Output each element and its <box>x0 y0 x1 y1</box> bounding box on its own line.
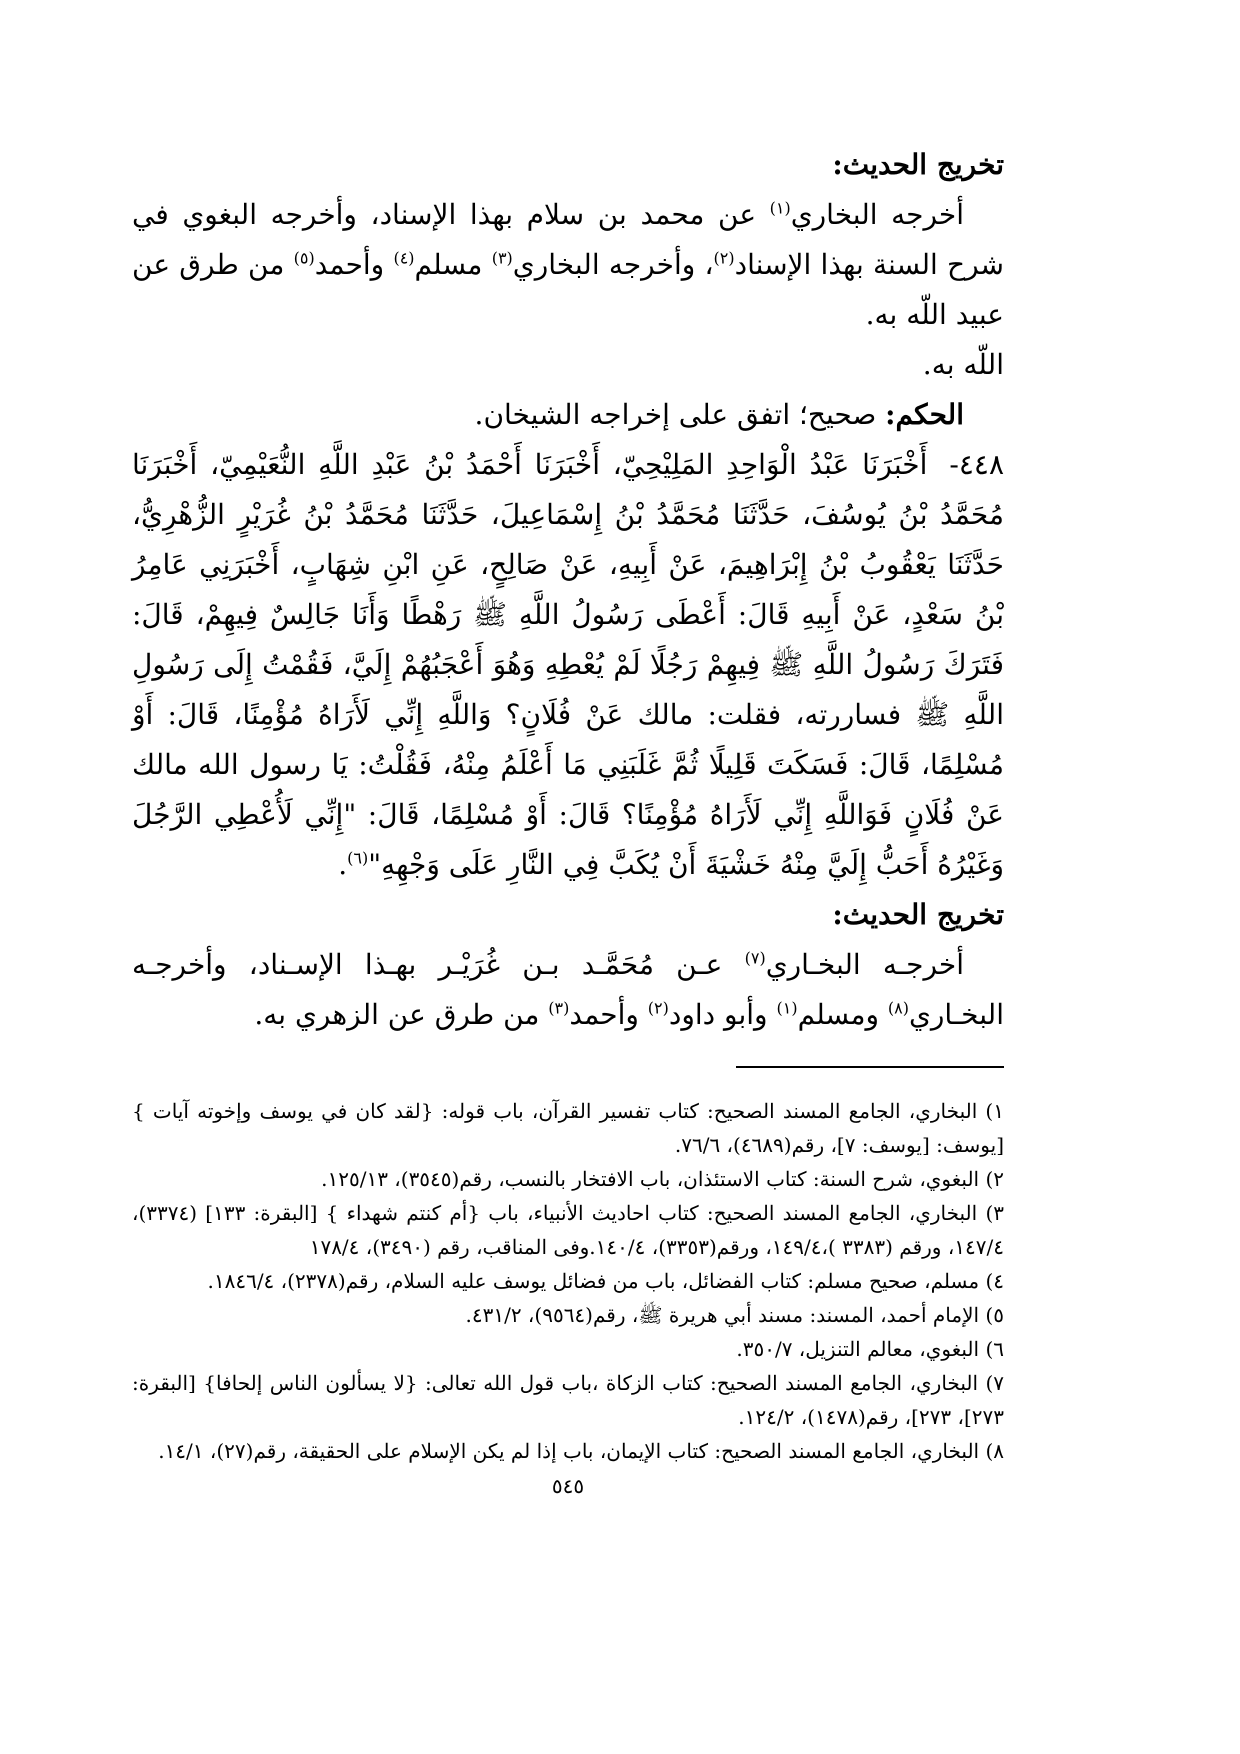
hadith-number: ٤٤٨- <box>949 448 1004 481</box>
footnote-ref-4[interactable]: (٤) <box>393 248 415 268</box>
footnotes-list <box>132 1094 1004 1468</box>
trailing-fragment: اللّه به. <box>922 348 1004 381</box>
text-run: وأحمد <box>314 248 394 281</box>
footnote-ref-next-2[interactable]: (٢) <box>647 998 669 1018</box>
footnote-ref-5[interactable]: (٥) <box>293 248 315 268</box>
footnote-6: ٦) البغوي، معالم التنزيل، ٣٥٠/٧. <box>736 1337 1004 1361</box>
text-run: من طرق عن الزهري به. <box>254 998 549 1031</box>
text-run: من طرق عن عبيد اللّه به. <box>132 248 1004 331</box>
text-run: أخرجـه البخـاري <box>765 948 964 981</box>
footnote-4: ٤) مسلم، صحيح مسلم: كتاب الفضائل، باب من فضائل يوسف عليه السلام، رقم(٢٣٧٨)، ١٨٤٦/٤. <box>207 1269 1004 1293</box>
footnote-ref-3[interactable]: (٣) <box>491 248 513 268</box>
text-run: . <box>338 848 348 881</box>
text-run: عـن مُحَمَّـد بـن غُرَيْـر بهـذا الإسـناد، وأخرجـه البخـاري <box>132 948 1004 1031</box>
hadith-paragraph <box>132 440 1004 890</box>
footnote-5: ٥) الإمام أحمد، المسند: مسند أبي هريرة ﷺ، رقم(٩٥٦٤)، ٤٣١/٢. <box>465 1303 1004 1327</box>
footnote-separator <box>736 1066 1004 1068</box>
text-run: ومسلم <box>797 998 888 1031</box>
text-run: ، وأخرجه البخاري <box>512 248 714 281</box>
section-heading-takhrij-1: تخريج الحديث: <box>832 148 1004 181</box>
footnote-7: ٧) البخاري، الجامع المسند الصحيح: كتاب الزكاة ،باب قول الله تعالى: {لا يسألون الناس إلحافا} [البقرة: ٢٧٣]، ٢٧٣]، رقم(١٤٧٨)، ١٢٤/٢. <box>132 1371 1004 1429</box>
takhrij-paragraph-1 <box>132 190 1004 390</box>
text-run: مسلم <box>414 248 492 281</box>
document-page <box>132 140 1004 1720</box>
text-run: أخرجه البخاري <box>790 198 964 231</box>
text-run: وأبو داود <box>668 998 777 1031</box>
footnote-ref-1[interactable]: (١) <box>769 198 791 218</box>
hadith-text: أَخْبَرَنَا عَبْدُ الْوَاحِدِ المَلِيْحِيّ، أَخْبَرَنَا أَحْمَدُ بْنُ عَبْدِ اللَّهِ النُّعَيْمِيّ، أَخْبَرَنَا مُحَمَّدُ بْنُ يُوسُفَ، حَدَّثَنَا مُحَمَّدُ بْنُ إِسْمَاعِيلَ، حَدَّثَنَا مُحَمَّدُ بْنُ غُرَيْرٍ الزُّهْرِيُّ، حَدَّثَنَا يَعْقُوبُ بْنُ إِبْرَاهِيمَ، عَنْ أَبِيهِ، عَنْ صَالِحٍ، عَنِ ابْنِ شِهَابٍ، أَخْبَرَنِي عَامِرُ بْنُ سَعْدٍ، عَنْ أَبِيهِ قَالَ: أَعْطَى رَسُولُ اللَّهِ ﷺ رَهْطًا وَأَنَا جَالِسٌ فِيهِمْ، قَالَ: فَتَرَكَ رَسُولُ اللَّهِ ﷺ فِيهِمْ رَجُلًا لَمْ يُعْطِهِ وَهُوَ أَعْجَبُهُمْ إِلَيَّ، فَقُمْتُ إِلَى رَسُولِ اللَّهِ ﷺ فساررته، فقلت: مالك عَنْ فُلَانٍ؟ وَاللَّهِ إِنِّي لَأَرَاهُ مُؤْمِنًا، قَالَ: أَوْ مُسْلِمًا، قَالَ: فَسَكَتَ قَلِيلًا ثُمَّ غَلَبَنِي مَا أَعْلَمُ مِنْهُ، فَقُلْتُ: يَا رسول الله مالك عَنْ فُلَانٍ فَوَاللَّهِ إِنِّي لَأَرَاهُ مُؤْمِنًا؟ قَالَ: أَوْ مُسْلِمًا، قَالَ: "إِنِّي لَأُعْطِي الرَّجُلَ وَغَيْرُهُ أَحَبُّ إِلَيَّ مِنْهُ خَشْيَةَ أَنْ يُكَبَّ فِي النَّارِ عَلَى وَجْهِهِ" <box>132 448 1005 881</box>
footnote-ref-8[interactable]: (٨) <box>887 998 909 1018</box>
footnote-3: ٣) البخاري، الجامع المسند الصحيح: كتاب احاديث الأنبياء، باب {أم كنتم شهداء } [البقرة: ١٣٣] (٣٣٧٤)، ١٤٧/٤، ورقم (٣٣٨٣ )،١٤٩/٤، ورقم(٣٣٥٣)، ١٤٠/٤.وفى المناقب، رقم (٣٤٩٠)، ١٧٨/٤ <box>132 1201 1004 1259</box>
hukm-text: صحيح؛ اتفق على إخراجه الشيخان. <box>474 398 886 431</box>
footnote-1: ١) البخاري، الجامع المسند الصحيح: كتاب تفسير القرآن، باب قوله: {لقد كان في يوسف وإخوته آيات } [يوسف: [يوسف: ٧]، رقم(٤٦٨٩)، ٧٦/٦. <box>132 1099 1004 1157</box>
footnote-2: ٢) البغوي، شرح السنة: كتاب الاستئذان، باب الافتخار بالنسب، رقم(٣٥٤٥)، ١٢٥/١٣. <box>321 1167 1004 1191</box>
footnote-ref-2[interactable]: (٢) <box>713 248 735 268</box>
page-number: ٥٤٥ <box>551 1474 585 1498</box>
footnote-ref-7[interactable]: (٧) <box>744 948 766 968</box>
takhrij-paragraph-2 <box>132 940 1004 1040</box>
footnote-ref-next-1[interactable]: (١) <box>776 998 798 1018</box>
footnote-ref-6[interactable]: (٦) <box>347 848 369 868</box>
hukm-line <box>132 390 1004 440</box>
footnote-ref-next-3[interactable]: (٣) <box>548 998 570 1018</box>
footnote-8: ٨) البخاري، الجامع المسند الصحيح: كتاب الإيمان، باب إذا لم يكن الإسلام على الحقيقة، رقم(٢٧)، ١٤/١. <box>158 1439 1004 1463</box>
section-heading-takhrij-2: تخريج الحديث: <box>832 898 1004 931</box>
footnote-separator-wrap <box>132 1066 1004 1068</box>
hukm-label: الحكم: <box>885 398 964 431</box>
text-run: وأحمد <box>569 998 648 1031</box>
text-run: عن محمد بن سلام بهذا الإسناد، وأخرجه البغوي في شرح السنة بهذا الإسناد <box>132 198 1004 281</box>
